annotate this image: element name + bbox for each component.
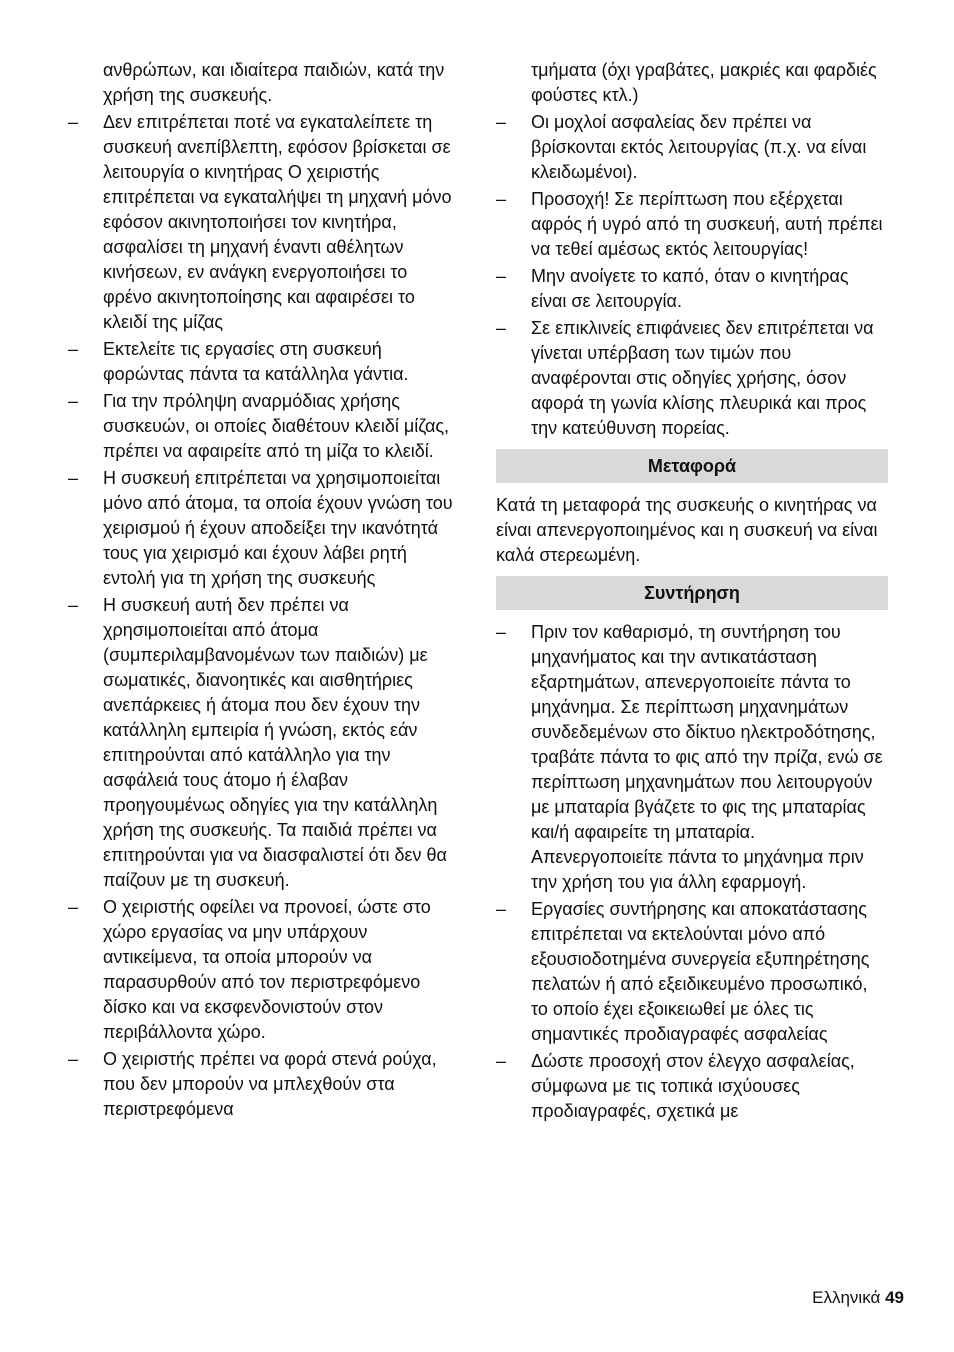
page-footer	[812, 1288, 904, 1308]
list-item	[496, 110, 888, 185]
list-item-text: Δώστε προσοχή στον έλεγχο ασφαλείας, σύμφωνα με τις τοπικά ισχύουσες προδιαγραφές, σχετικά με	[531, 1051, 855, 1121]
list-item	[68, 389, 460, 464]
list-item	[68, 1047, 460, 1122]
list-item	[68, 466, 460, 591]
list-item-text: Σε επικλινείς επιφάνειες δεν επιτρέπεται να γίνεται υπέρβαση των τιμών που αναφέρονται στις οδηγίες χρήσης, όσον αφορά τη γωνία κλίσης πλευρικά και προς την κατεύθυνση πορείας.	[531, 318, 874, 438]
list-item	[68, 110, 460, 335]
list-item-text: Πριν τον καθαρισμό, τη συντήρηση του μηχανήματος και την αντικατάσταση εξαρτημάτων, απενεργοποιείτε πάντα το μηχάνημα. Σε περίπτωση μηχανημάτων συνδεδεμένων στο δίκτυο ηλεκτροδότησης, τραβάτε πάντα το φις από την πρίζα, ενώ σε περίπτωση μηχανημάτων που λειτουργούν με μπαταρία βγάζετε το φις της μπαταρίας και/ή αφαιρείτε τη μπαταρία. Απενεργοποιείτε πάντα το μηχάνημα πριν την χρήση του για άλλη εφαρμογή.	[531, 622, 883, 892]
dash-bullet: –	[68, 1049, 79, 1069]
list-item-text: Για την πρόληψη αναρμόδιας χρήσης συσκευών, οι οποίες διαθέτουν κλειδί μίζας, πρέπει να αφαιρείτε από τη μίζα το κλειδί.	[103, 391, 450, 461]
list-item-text: Οι μοχλοί ασφαλείας δεν πρέπει να βρίσκονται εκτός λειτουργίας (π.χ. να είναι κλειδωμένοι).	[531, 112, 867, 182]
dash-bullet: –	[496, 266, 507, 286]
dash-bullet: –	[496, 622, 507, 642]
left-column	[68, 58, 460, 1124]
list-item-text: Ο χειριστής πρέπει να φορά στενά ρούχα, που δεν μπορούν να μπλεχθούν στα περιστρεφόμενα	[103, 1049, 437, 1119]
page-number: 49	[885, 1288, 904, 1307]
section-heading-transport: Μεταφορά	[496, 449, 888, 483]
list-item-text: Ο χειριστής οφείλει να προνοεί, ώστε στο χώρο εργασίας να μην υπάρχουν αντικείμενα, τα οποία μπορούν να παρασυρθούν από τον περιστρεφόμενο δίσκο και να εκσφενδονιστούν στον περιβάλλοντα χώρο.	[103, 897, 431, 1042]
dash-bullet: –	[496, 1051, 507, 1071]
dash-bullet: –	[68, 595, 79, 615]
list-item-text: Η συσκευή επιτρέπεται να χρησιμοποιείται μόνο από άτομα, τα οποία έχουν γνώση του χειρισμού ή έχουν αποδείξει την ικανότητά τους για χειρισμό και έχουν λάβει ρητή εντολή για τη χρήση της συσκευής	[103, 468, 453, 588]
list-item	[68, 593, 460, 893]
continuation-text: ανθρώπων, και ιδιαίτερα παιδιών, κατά την χρήση της συσκευής.	[103, 60, 445, 105]
list-item	[496, 620, 888, 895]
list-item-text: Εκτελείτε τις εργασίες στη συσκευή φορώντας πάντα τα κατάλληλα γάντια.	[103, 339, 409, 384]
list-item	[68, 895, 460, 1045]
section-heading-maintenance: Συντήρηση	[496, 576, 888, 610]
dash-bullet: –	[68, 339, 79, 359]
footer-language: Ελληνικά	[812, 1288, 881, 1307]
list-item	[496, 187, 888, 262]
dash-bullet: –	[68, 112, 79, 132]
dash-bullet: –	[496, 112, 507, 132]
right-column	[496, 58, 888, 1126]
dash-bullet: –	[68, 391, 79, 411]
list-item-text: Μην ανοίγετε το καπό, όταν ο κινητήρας είναι σε λειτουργία.	[531, 266, 849, 311]
dash-bullet: –	[68, 897, 79, 917]
transport-text: Κατά τη μεταφορά της συσκευής ο κινητήρας να είναι απενεργοποιημένος και η συσκευή να είναι καλά στερεωμένη.	[496, 495, 878, 565]
dash-bullet: –	[496, 189, 507, 209]
dash-bullet: –	[68, 468, 79, 488]
list-item	[68, 337, 460, 387]
list-item	[496, 316, 888, 441]
list-item	[496, 1049, 888, 1124]
continuation-text: τμήματα (όχι γραβάτες, μακριές και φαρδιές φούστες κτλ.)	[531, 60, 877, 105]
dash-bullet: –	[496, 899, 507, 919]
dash-bullet: –	[496, 318, 507, 338]
list-item-text: Η συσκευή αυτή δεν πρέπει να χρησιμοποιείται από άτομα (συμπεριλαμβανομένων των παιδιών) με σωματικές, διανοητικές και αισθητήριες ανεπάρκειες ή άτομα που δεν έχουν την κατάλληλη εμπειρία ή γνώση, εκτός εάν επιτηρούνται από κατάλληλο για την ασφάλειά τους άτομο ή έλαβαν προηγουμένως οδηγίες για την κατάλληλη χρήση της συσκευής. Τα παιδιά πρέπει να επιτηρούνται για να διασφαλιστεί ότι δεν θα παίζουν με τη συσκευή.	[103, 595, 447, 890]
list-item-text: Εργασίες συντήρησης και αποκατάστασης επιτρέπεται να εκτελούνται μόνο από εξουσιοδοτημένα συνεργεία εξυπηρέτησης πελατών ή από εξειδικευμένο προσωπικό, το οποίο έχει εξοικειωθεί με όλες τις σημαντικές προδιαγραφές ασφαλείας	[531, 899, 870, 1044]
list-item-text: Δεν επιτρέπεται ποτέ να εγκαταλείπετε τη συσκευή ανεπίβλεπτη, εφόσον βρίσκεται σε λειτουργία ο κινητήρας Ο χειριστής επιτρέπεται να εγκαταλήψει τη μηχανή μόνο εφόσον ακινητοποιήσει τον κινητήρα, ασφαλίσει τη μηχανή έναντι αθέλητων κινήσεων, εν ανάγκη ενεργοποιήσει το φρένο ακινητοποίησης και αφαιρέσει το κλειδί της μίζας	[103, 112, 452, 332]
list-item-text: Προσοχή! Σε περίπτωση που εξέρχεται αφρός ή υγρό από τη συσκευή, αυτή πρέπει να τεθεί αμέσως εκτός λειτουργίας!	[531, 189, 883, 259]
list-item	[496, 264, 888, 314]
list-item	[496, 897, 888, 1047]
